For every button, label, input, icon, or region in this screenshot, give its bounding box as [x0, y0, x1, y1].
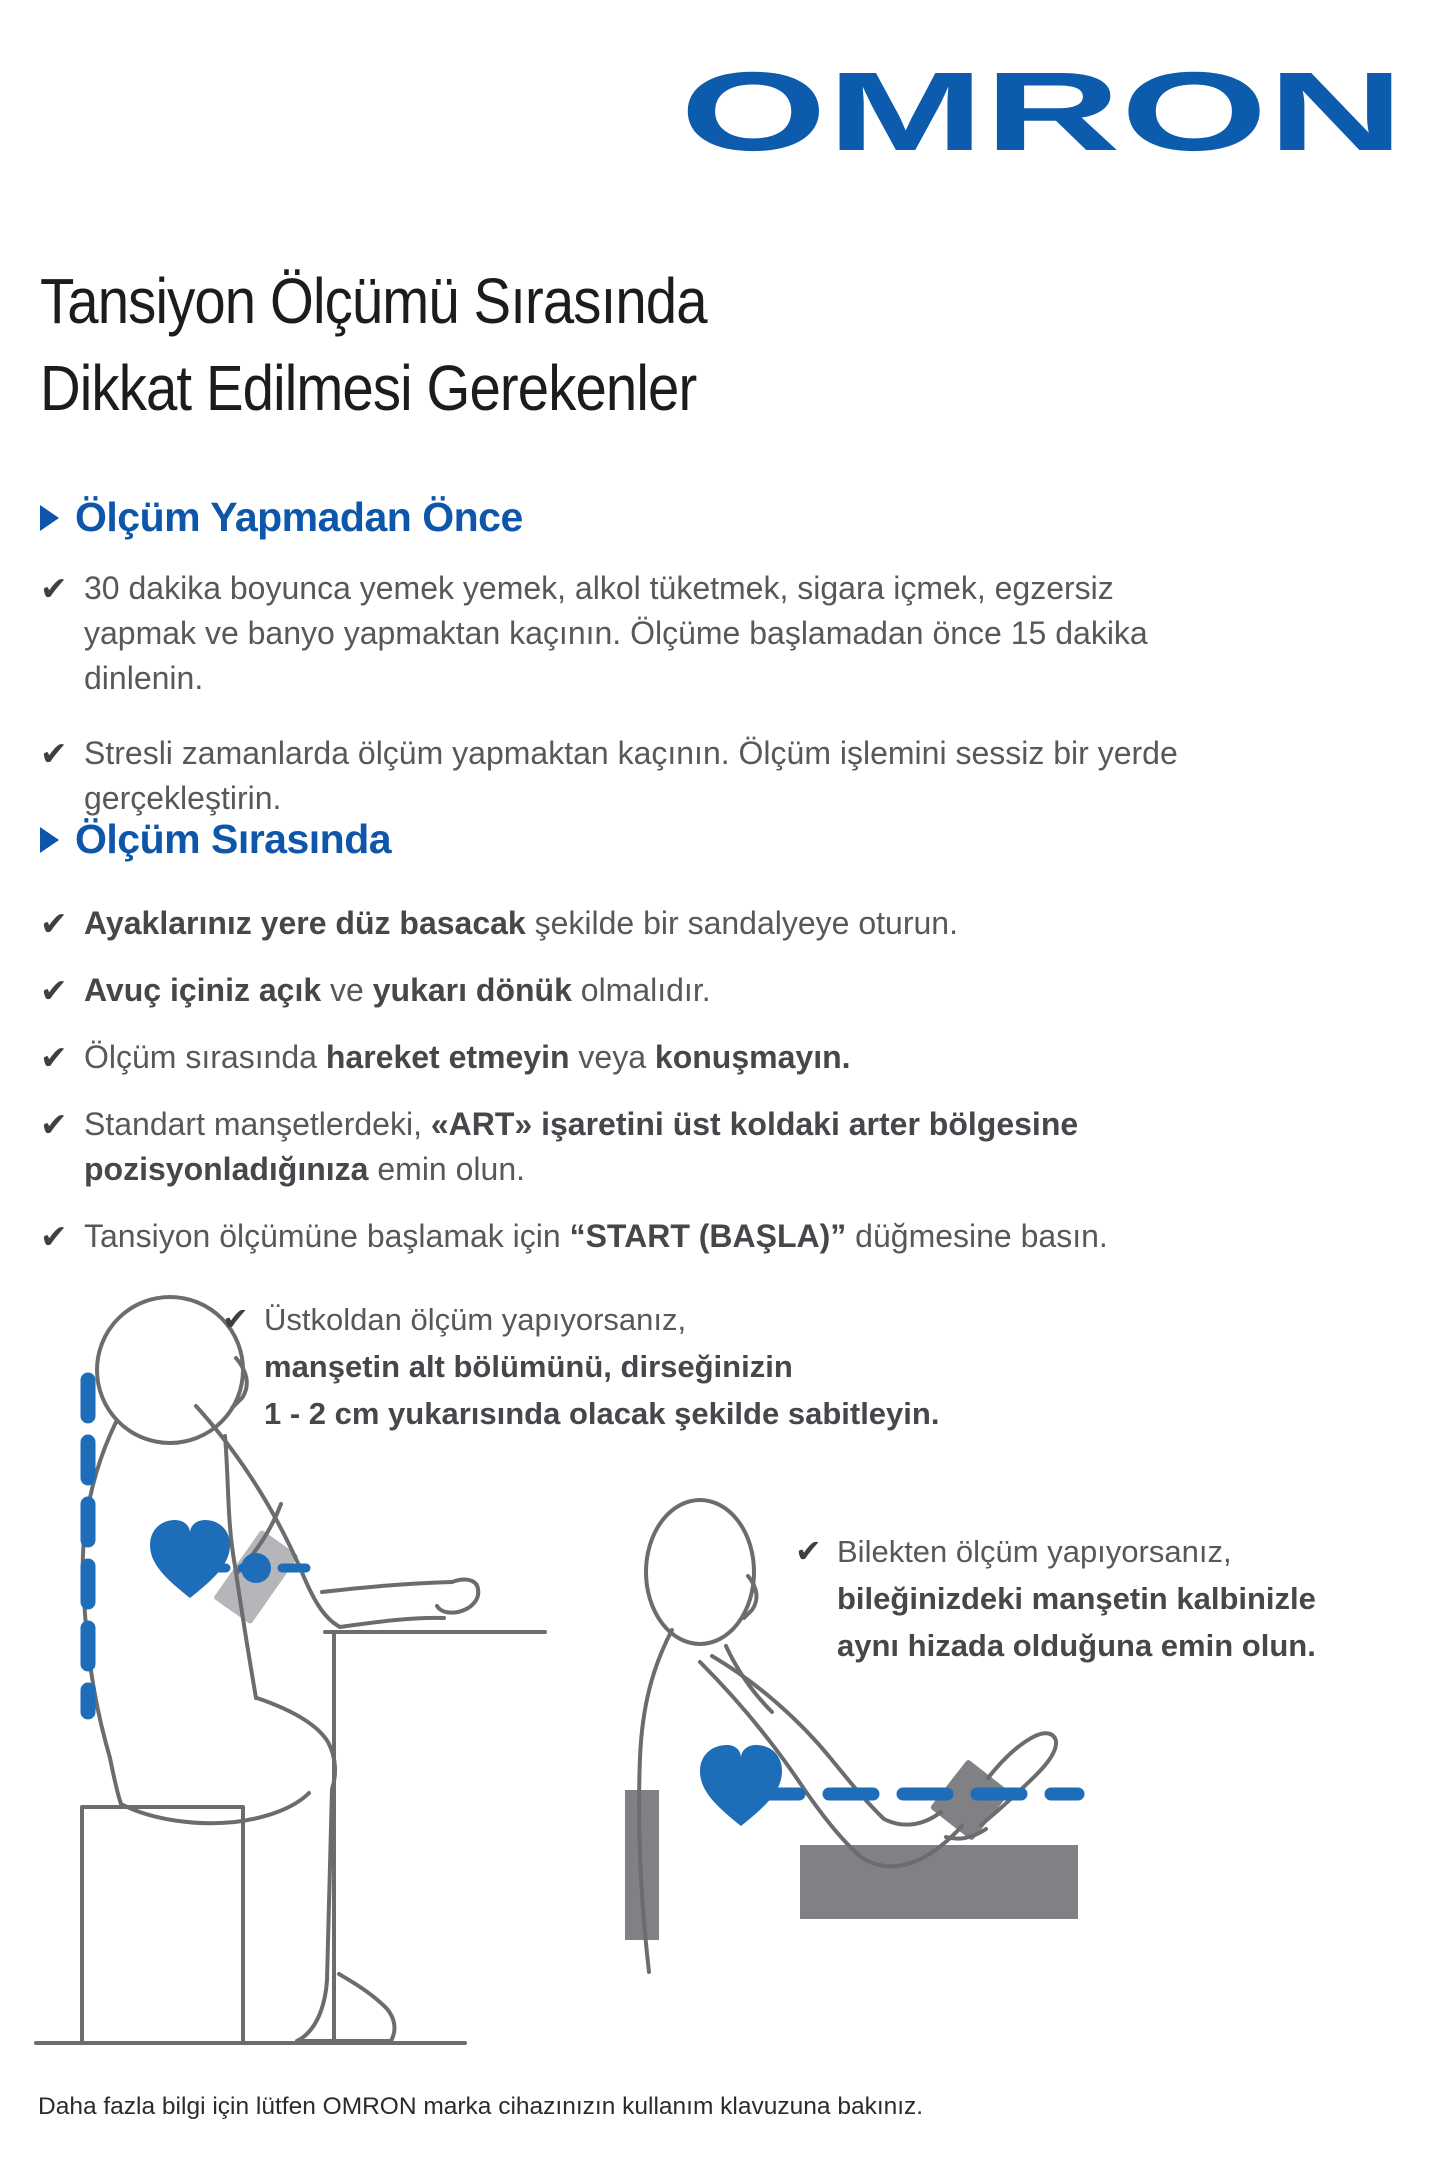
cuff-artery-dot [241, 1553, 271, 1583]
text-segment-bold: Avuç içiniz açık [84, 972, 322, 1008]
section-during-measurement-heading [40, 816, 391, 863]
page-title [40, 258, 707, 432]
text-segment: 30 dakika boyunca yemek yemek, alkol tüketmek, sigara içmek, egzersiz yapmak ve banyo yapmaktan kaçının. Ölçüme başlamadan önce 15 dakika dinlenin. [84, 570, 1148, 696]
text-segment: Üstkoldan ölçüm yapıyorsanız, [264, 1302, 687, 1337]
before-measurement-list [40, 566, 1400, 851]
text-segment: emin olun. [368, 1151, 525, 1187]
text-segment: veya [569, 1039, 655, 1075]
text-segment-bold: yukarı dönük [372, 972, 572, 1008]
text-segment: Ölçüm sırasında [84, 1039, 326, 1075]
arm-rest-cushion [800, 1845, 1078, 1919]
annotation-line [264, 1390, 939, 1437]
checkmark-icon: ✔ [795, 1532, 822, 1570]
text-segment-bold: konuşmayın. [654, 1039, 851, 1075]
heart-icon [150, 1520, 230, 1598]
list-item-text [84, 1102, 1234, 1192]
list-item [40, 901, 1400, 946]
text-segment: Stresli zamanlarda ölçüm yapmaktan kaçının. Ölçüm işlemini sessiz bir yerde gerçekleştirin. [84, 735, 1178, 816]
text-segment: düğmesine basın. [846, 1218, 1108, 1254]
list-item [40, 566, 1400, 701]
text-segment: Bilekten ölçüm yapıyorsanız, [837, 1534, 1232, 1569]
section-heading-label: Ölçüm Yapmadan Önce [75, 494, 523, 540]
annotation-line [264, 1296, 939, 1343]
text-segment: ve [321, 972, 373, 1008]
list-item-text [84, 901, 958, 946]
list-item-text [84, 731, 1234, 821]
list-item [40, 968, 1400, 1013]
page-title-line2: Dikkat Edilmesi Gerekenler [40, 352, 697, 424]
text-segment-bold: 1 - 2 cm yukarısında olacak şekilde sabitleyin. [264, 1396, 940, 1431]
checkmark-icon: ✔ [40, 904, 68, 943]
omron-logo-text: OMRON [680, 52, 1404, 172]
list-item-text [84, 968, 711, 1013]
checkmark-icon: ✔ [40, 734, 68, 773]
checkmark-icon: ✔ [40, 971, 68, 1010]
heart-icon [700, 1745, 782, 1826]
list-item-text [84, 1035, 851, 1080]
list-item [40, 1035, 1400, 1080]
text-segment-bold: manşetin alt bölümünü, dirseğinizin [264, 1349, 793, 1384]
omron-logo [672, 52, 1412, 172]
during-measurement-list [40, 901, 1400, 1281]
list-item-text [84, 566, 1234, 701]
text-segment-bold: hareket etmeyin [325, 1039, 570, 1075]
text-segment-bold: Ayaklarınız yere düz basacak [84, 905, 526, 941]
upper-arm-annotation [222, 1296, 939, 1437]
annotation-line [837, 1575, 1316, 1622]
list-item-text [84, 1214, 1108, 1259]
annotation-lines [264, 1296, 939, 1437]
text-segment-bold: bileğinizdeki manşetin kalbinizle [837, 1581, 1316, 1616]
list-item [40, 731, 1400, 821]
section-before-measurement-heading [40, 494, 523, 541]
section-heading-label: Ölçüm Sırasında [75, 816, 392, 862]
text-segment: Tansiyon ölçümüne başlamak için [84, 1218, 570, 1254]
checkmark-icon: ✔ [40, 1038, 68, 1077]
list-item [40, 1102, 1400, 1192]
checkmark-icon: ✔ [222, 1300, 249, 1338]
checkmark-icon: ✔ [40, 1105, 68, 1144]
list-item [40, 1214, 1400, 1259]
text-segment: Standart manşetlerdeki, [84, 1106, 431, 1142]
page-title-line1: Tansiyon Ölçümü Sırasında [40, 265, 707, 337]
section-arrow-icon [40, 505, 59, 531]
text-segment-bold: «ART» işaretini üst koldaki arter bölgesine pozisyonladığınıza [84, 1106, 1079, 1187]
wrist-annotation [795, 1528, 1316, 1669]
annotation-line [264, 1343, 939, 1390]
checkmark-icon: ✔ [40, 569, 68, 608]
footer-note: Daha fazla bilgi için lütfen OMRON marka cihazınızın kullanım klavuzuna bakınız. [38, 2093, 924, 2120]
text-segment: olmalıdır. [571, 972, 711, 1008]
text-segment-bold: aynı hizada olduğuna emin olun. [837, 1628, 1316, 1663]
annotation-line [837, 1622, 1316, 1669]
checkmark-icon: ✔ [40, 1217, 68, 1256]
stool [82, 1807, 243, 2043]
annotation-lines [837, 1528, 1316, 1669]
text-segment: şekilde bir sandalyeye oturun. [525, 905, 958, 941]
section-arrow-icon [40, 827, 59, 853]
annotation-line [837, 1528, 1316, 1575]
text-segment-bold: “START (BAŞLA)” [569, 1218, 847, 1254]
